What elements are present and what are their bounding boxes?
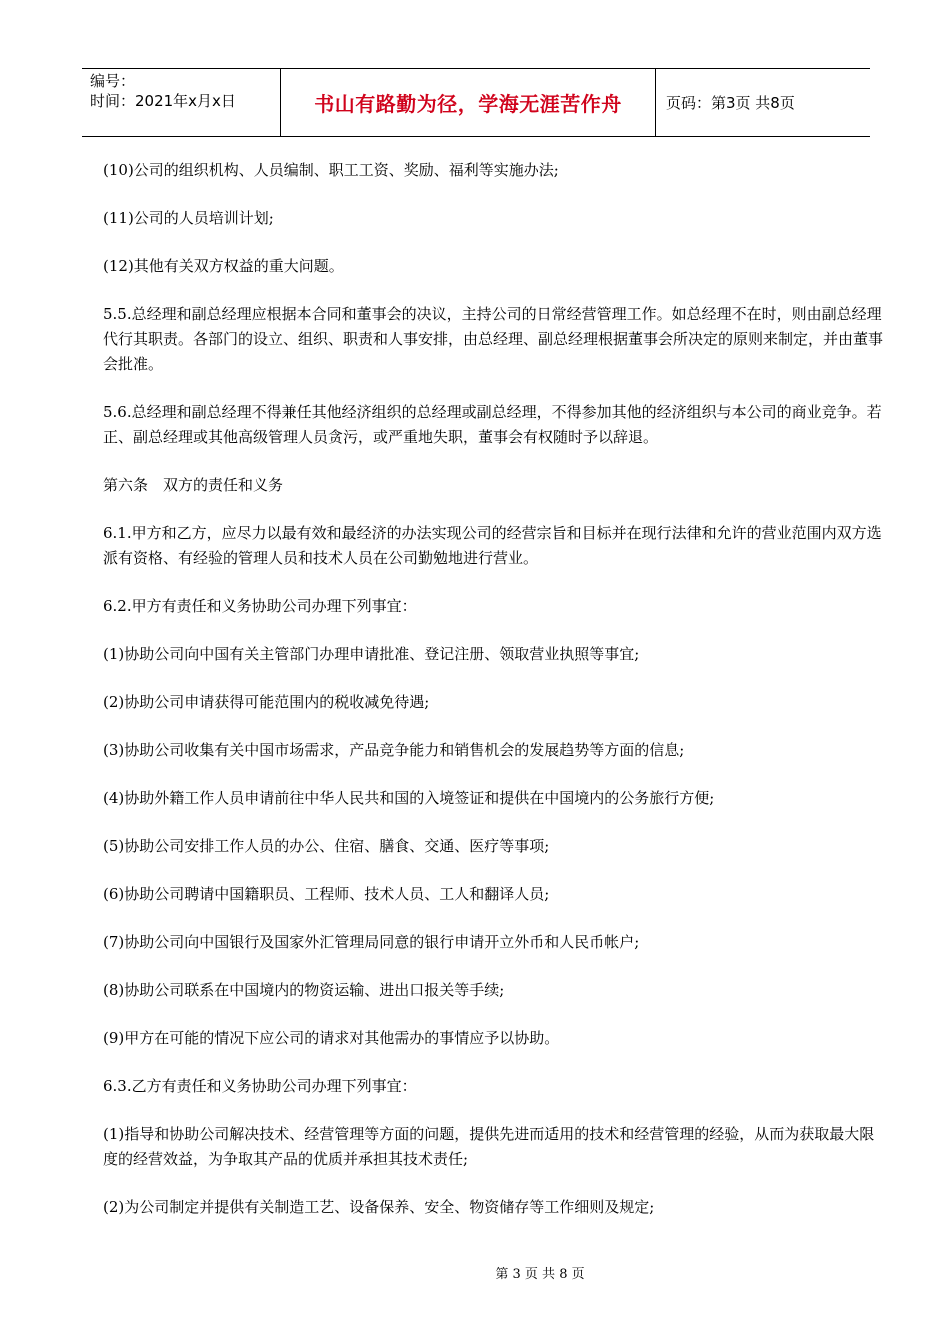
paragraph: 5.6.总经理和副总经理不得兼任其他经济组织的总经理或副总经理，不得参加其他的经济组织与本公司的商业竞争。若正、副总经理或其他高级管理人员贪污，或严重地失职，董事会有权随时予以辞退。	[103, 403, 882, 446]
number-label: 编号：	[90, 72, 136, 90]
paragraph: (11)公司的人员培训计划;	[103, 209, 274, 227]
paragraph: 6.3.乙方有责任和义务协助公司办理下列事宜：	[103, 1077, 417, 1095]
paragraph: 6.1.甲方和乙方，应尽力以最有效和最经济的办法实现公司的经营宗旨和目标并在现行法律和允许的营业范围内双方选派有资格、有经验的管理人员和技术人员在公司勤勉地进行营业。	[103, 524, 882, 567]
list-item: (3)协助公司收集有关中国市场需求，产品竞争能力和销售机会的发展趋势等方面的信息;	[103, 741, 685, 759]
paragraph: 6.2.甲方有责任和义务协助公司办理下列事宜：	[103, 597, 417, 615]
document-body	[103, 152, 883, 1220]
list-item: (6)协助公司聘请中国籍职员、工程师、技术人员、工人和翻译人员;	[103, 885, 550, 903]
list-item: (2)协助公司申请获得可能范围内的税收减免待遇;	[103, 693, 430, 711]
header-meta	[82, 69, 281, 136]
list-item: (8)协助公司联系在中国境内的物资运输、进出口报关等手续;	[103, 981, 505, 999]
time-label: 时间：2021年x月x日	[90, 92, 236, 110]
list-item: (7)协助公司向中国银行及国家外汇管理局同意的银行申请开立外币和人民币帐户;	[103, 933, 640, 951]
list-item: (1)协助公司向中国有关主管部门办理申请批准、登记注册、领取营业执照等事宜;	[103, 645, 640, 663]
list-item: (9)甲方在可能的情况下应公司的请求对其他需办的事情应予以协助。	[103, 1029, 560, 1047]
list-item: (4)协助外籍工作人员申请前往中华人民共和国的入境签证和提供在中国境内的公务旅行方便;	[103, 789, 715, 807]
paragraph: (12)其他有关双方权益的重大问题。	[103, 257, 344, 275]
header-motto: 书山有路勤为径，学海无涯苦作舟	[281, 69, 656, 136]
section-heading: 第六条 双方的责任和义务	[103, 476, 284, 494]
list-item: (2)为公司制定并提供有关制造工艺、设备保养、安全、物资储存等工作细则及规定;	[103, 1198, 655, 1216]
paragraph: 5.5.总经理和副总经理应根据本合同和董事会的决议，主持公司的日常经营管理工作。如总经理不在时，则由副总经理代行其职责。各部门的设立、组织、职责和人事安排，由总经理、副总经理根据董事会所决定的原则来制定，并由董事会批准。	[103, 305, 884, 373]
page-footer: 第 3 页 共 8 页	[495, 1267, 585, 1282]
list-item: (5)协助公司安排工作人员的办公、住宿、膳食、交通、医疗等事项;	[103, 837, 550, 855]
header-page-info: 页码：第3页 共8页	[666, 94, 795, 112]
page-header	[82, 68, 870, 137]
list-item: (1)指导和协助公司解决技术、经营管理等方面的问题，提供先进而适用的技术和经营管理的经验，从而为获取最大限度的经营效益，为争取其产品的优质并承担其技术责任;	[103, 1125, 875, 1168]
paragraph: (10)公司的组织机构、人员编制、职工工资、奖励、福利等实施办法;	[103, 161, 559, 179]
